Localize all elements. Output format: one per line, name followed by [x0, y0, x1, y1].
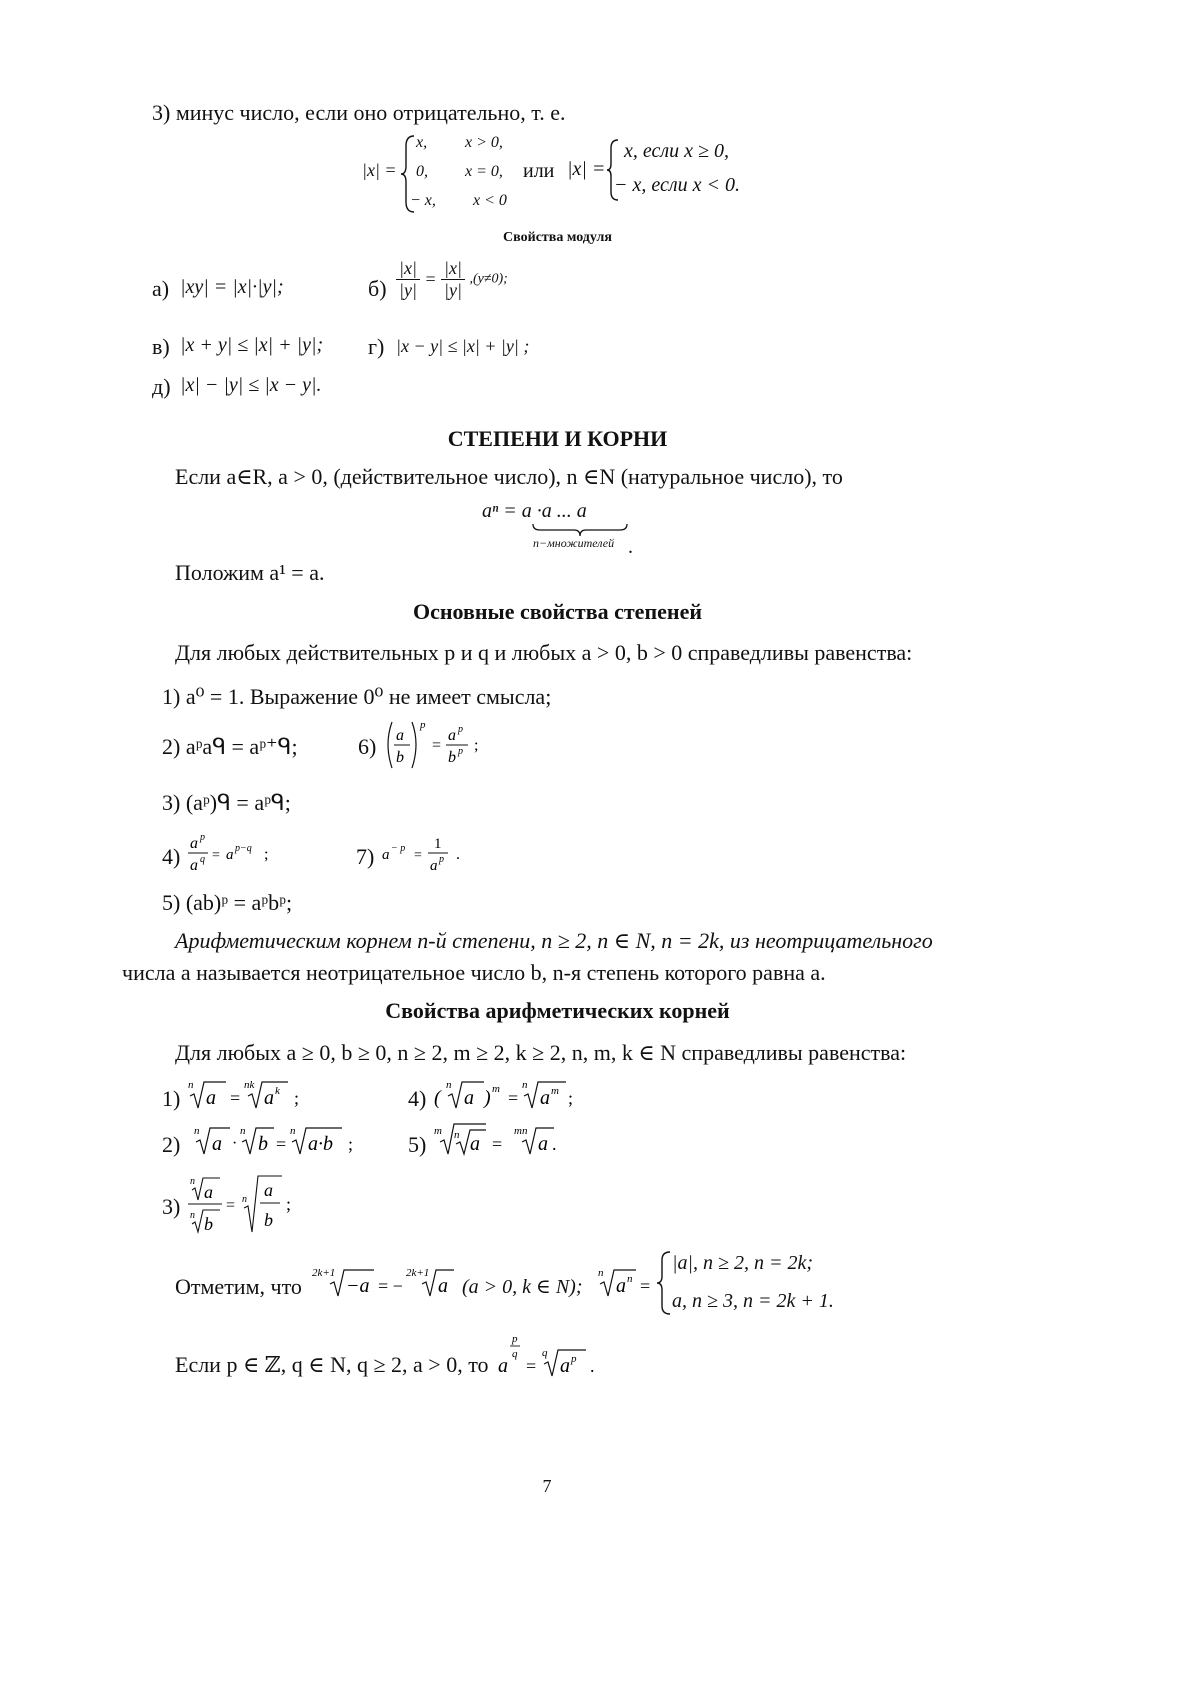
- alt-case-2: − x, если x < 0.: [614, 174, 740, 196]
- prop-b: $\frac{|x|}{|y|}$ = $\frac{|x|}{|y|}$ ,(y≠0);: [396, 258, 508, 301]
- power-prop-2: 2) aᵖaᑫ = aᵖ⁺ᑫ;: [162, 734, 298, 759]
- svg-text:n: n: [242, 1194, 247, 1205]
- fractional-power-intro: Если p ∈ ℤ, q ∈ N, q ≥ 2, a > 0, то: [175, 1352, 489, 1377]
- power-prop-7-label: 7): [356, 844, 375, 869]
- svg-text:a: a: [264, 1087, 274, 1109]
- svg-text:.: .: [590, 1356, 595, 1376]
- even-odd-root-formula: [596, 1262, 660, 1302]
- svg-text:q: q: [200, 854, 205, 865]
- root-prop-5-label: 5): [408, 1132, 427, 1157]
- svg-text:a: a: [190, 857, 198, 874]
- root-prop-1-label: 1): [162, 1086, 181, 1111]
- power-prop-6-formula: [382, 716, 492, 774]
- note-prefix: Отметим, что: [175, 1274, 302, 1299]
- svg-text:;: ;: [286, 1194, 292, 1214]
- svg-text:a: a: [448, 727, 456, 744]
- svg-text:n: n: [194, 1125, 200, 1137]
- svg-text:b: b: [258, 1133, 268, 1155]
- svg-text:b: b: [396, 749, 404, 766]
- page-number: 7: [542, 1476, 552, 1496]
- note-case-2: a, n ≥ 3, n = 2k + 1.: [672, 1290, 834, 1312]
- root-prop-2-label: 2): [162, 1132, 181, 1157]
- underbrace-icon: [532, 523, 628, 537]
- root-properties-intro: Для любых a ≥ 0, b ≥ 0, n ≥ 2, m ≥ 2, k ≥ 2, n, m, k ∈ N справедливы равенства:: [175, 1040, 907, 1065]
- modulus-alt-lhs: |x| =: [567, 158, 606, 180]
- power-prop-4-formula: [186, 830, 286, 880]
- powers-title: СТЕПЕНИ И КОРНИ: [447, 426, 668, 451]
- svg-text:): ): [484, 1087, 491, 1109]
- svg-text:;: ;: [348, 1134, 354, 1154]
- svg-text:2k+1: 2k+1: [312, 1267, 336, 1279]
- svg-text:−a: −a: [346, 1275, 370, 1297]
- prop-b-rnum: |x|: [441, 258, 465, 280]
- svg-text:− p: − p: [391, 843, 406, 854]
- svg-text:a: a: [430, 858, 438, 874]
- svg-text:mn: mn: [514, 1125, 528, 1137]
- svg-text:p: p: [439, 854, 444, 865]
- root-prop-4-formula: [432, 1074, 582, 1114]
- svg-text:·: ·: [232, 1135, 238, 1152]
- svg-text:m: m: [434, 1125, 442, 1137]
- svg-text:n: n: [190, 1176, 195, 1187]
- svg-text:n: n: [598, 1267, 604, 1279]
- modulus-item-3: 3) минус число, если оно отрицательно, т. е.: [152, 100, 566, 125]
- power-prop-4-label: 4): [162, 844, 181, 869]
- svg-text:a: a: [538, 1133, 548, 1155]
- svg-text:a: a: [396, 727, 404, 744]
- fractional-power-formula: [496, 1330, 606, 1380]
- case1-condition: x > 0,: [465, 134, 503, 151]
- prop-g: |x − y| ≤ |x| + |y| ;: [396, 336, 530, 356]
- power-prop-1: 1) a⁰ = 1. Выражение 0⁰ не имеет смысла;: [162, 684, 552, 709]
- svg-text:p: p: [512, 1333, 518, 1345]
- alt-case-1: x, если x ≥ 0,: [624, 140, 729, 162]
- svg-text:p: p: [458, 746, 463, 757]
- svg-text:m: m: [492, 1083, 500, 1095]
- svg-text:p−q: p−q: [235, 843, 252, 854]
- svg-text:=: =: [230, 1088, 241, 1108]
- svg-text:q: q: [542, 1347, 548, 1359]
- svg-text:=: =: [276, 1134, 287, 1154]
- root-properties-title: Свойства арифметических корней: [385, 998, 730, 1023]
- svg-text:.: .: [456, 846, 460, 863]
- svg-text:a: a: [190, 835, 198, 852]
- svg-text:nk: nk: [244, 1079, 255, 1091]
- svg-text:a: a: [264, 1180, 273, 1200]
- case2-condition: x = 0,: [465, 163, 503, 180]
- svg-text:a: a: [498, 1355, 508, 1377]
- svg-text:q: q: [512, 1348, 518, 1360]
- svg-text:a: a: [226, 847, 234, 863]
- powers-intro: Если a∈R, a > 0, (действительное число), n ∈N (натуральное число), то: [175, 464, 843, 489]
- svg-text:2k+1: 2k+1: [406, 1267, 430, 1279]
- svg-text:=: =: [212, 848, 220, 863]
- svg-text:(: (: [434, 1087, 441, 1109]
- prop-b-label: б): [368, 276, 387, 301]
- odd-root-formula: [310, 1262, 458, 1302]
- svg-text:1: 1: [434, 836, 442, 852]
- svg-text:a: a: [464, 1087, 474, 1109]
- svg-text:=: =: [526, 1356, 537, 1376]
- svg-text:.: .: [552, 1134, 557, 1154]
- prop-d-label: д): [152, 374, 171, 399]
- prop-b-den: |y|: [399, 280, 417, 300]
- svg-text:=: =: [414, 848, 422, 863]
- underbrace-label: n−множителей: [533, 536, 615, 550]
- modulus-def-lhs: |x| =: [362, 160, 397, 180]
- root-prop-2-formula: [192, 1120, 362, 1160]
- modulus-properties-title: Свойства модуля: [503, 230, 612, 245]
- prop-b-condition: ,(y≠0);: [469, 271, 508, 287]
- svg-text:p: p: [458, 724, 463, 735]
- prop-b-rden: |y|: [444, 280, 462, 300]
- definition-period: .: [628, 536, 633, 558]
- note-condition: (a > 0, k ∈ N);: [462, 1276, 583, 1298]
- prop-v: |x + y| ≤ |x| + |y|;: [180, 334, 324, 356]
- case3-condition: x < 0: [473, 192, 507, 209]
- svg-text:a: a: [212, 1133, 222, 1155]
- or-word: или: [523, 160, 555, 182]
- prop-d: |x| − |y| ≤ |x − y|.: [180, 374, 322, 396]
- svg-text:=: =: [226, 1197, 236, 1214]
- root-prop-1-formula: [186, 1074, 306, 1114]
- svg-text:m: m: [551, 1085, 559, 1097]
- svg-text:n: n: [522, 1079, 528, 1091]
- svg-text:n: n: [190, 1210, 195, 1221]
- root-prop-3-label: 3): [162, 1194, 181, 1219]
- root-prop-3-formula: [186, 1172, 306, 1236]
- svg-text:;: ;: [264, 846, 269, 863]
- power-properties-intro: Для любых действительных p и q и любых a > 0, b > 0 справедливы равенства:: [175, 640, 913, 665]
- svg-text:p: p: [571, 1353, 577, 1365]
- svg-text:=: =: [508, 1088, 519, 1108]
- svg-text:n: n: [454, 1129, 460, 1141]
- prop-v-label: в): [152, 334, 170, 359]
- note-case-1: |a|, n ≥ 2, n = 2k;: [672, 1252, 814, 1274]
- root-prop-5-formula: [434, 1120, 574, 1160]
- svg-text:b: b: [204, 1214, 213, 1234]
- svg-text:a: a: [470, 1133, 480, 1155]
- svg-text:b: b: [448, 749, 456, 766]
- case3-value: − x,: [410, 192, 436, 209]
- prop-g-label: г): [368, 334, 385, 359]
- root-definition-line1: Арифметическим корнем n-й степени, n ≥ 2, n ∈ N, n = 2k, из неотрицательного: [175, 928, 933, 953]
- svg-text:=: =: [492, 1134, 503, 1154]
- svg-text:n: n: [446, 1079, 452, 1091]
- svg-text:=: =: [640, 1276, 651, 1296]
- svg-text:a: a: [616, 1275, 626, 1297]
- left-brace-icon: [656, 1250, 672, 1316]
- case1-value: x,: [416, 134, 428, 151]
- power-prop-6-label: 6): [358, 734, 377, 759]
- power-prop-3: 3) (aᵖ)ᑫ = aᵖᑫ;: [162, 790, 291, 815]
- svg-text:n: n: [240, 1125, 246, 1137]
- svg-text:= −: = −: [378, 1276, 403, 1296]
- svg-text:a: a: [438, 1275, 448, 1297]
- assume-a1: Положим a¹ = a.: [175, 560, 325, 585]
- prop-b-num: |x|: [396, 258, 420, 280]
- svg-text:p: p: [420, 719, 426, 731]
- svg-text:b: b: [264, 1210, 273, 1230]
- svg-text:;: ;: [474, 737, 479, 754]
- svg-text:a: a: [204, 1182, 213, 1202]
- svg-text:p: p: [200, 832, 205, 843]
- prop-a-label: а): [152, 276, 170, 301]
- svg-text:a: a: [206, 1087, 216, 1109]
- svg-text:a·b: a·b: [308, 1133, 333, 1155]
- power-prop-5: 5) (ab)ᵖ = aᵖbᵖ;: [162, 890, 293, 915]
- svg-text:a: a: [382, 847, 390, 863]
- svg-text:n: n: [290, 1125, 296, 1137]
- prop-a: |xy| = |x|·|y|;: [180, 276, 284, 298]
- case2-value: 0,: [416, 163, 428, 180]
- svg-text:a: a: [540, 1087, 550, 1109]
- root-prop-4-label: 4): [408, 1086, 427, 1111]
- root-definition-line2: числа a называется неотрицательное число b, n-я степень которого равна a.: [122, 960, 826, 985]
- svg-text:a: a: [560, 1355, 570, 1377]
- power-properties-title: Основные свойства степеней: [412, 599, 703, 624]
- svg-text:n: n: [188, 1079, 194, 1091]
- svg-text:n: n: [627, 1273, 633, 1285]
- power-prop-7-formula: [380, 830, 480, 880]
- power-definition: aⁿ = a ·a ... a: [482, 500, 587, 522]
- svg-text:k: k: [275, 1085, 280, 1097]
- svg-text:;: ;: [568, 1088, 574, 1108]
- svg-text:;: ;: [294, 1088, 300, 1108]
- svg-text:=: =: [432, 737, 442, 754]
